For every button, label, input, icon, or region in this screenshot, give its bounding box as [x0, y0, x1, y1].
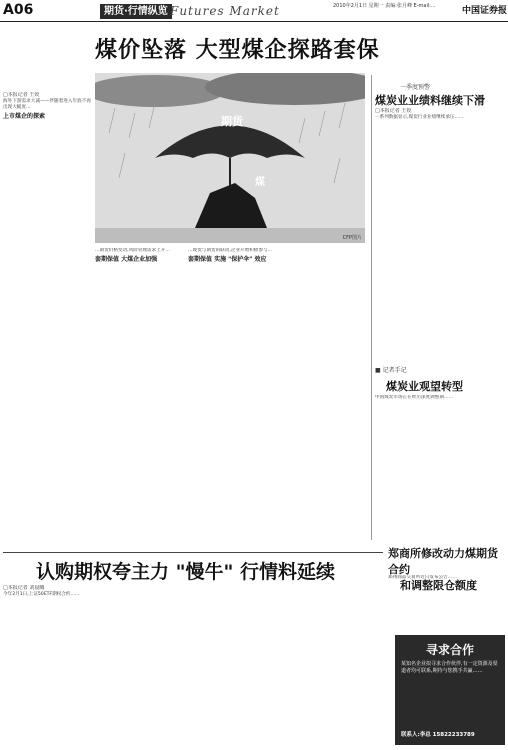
right-story1-text: 一系列数据显示,煤炭行业业绩继续承压…… [375, 114, 464, 120]
photo-credit: CFP图片 [342, 235, 362, 241]
top-story-col2-subhead: 套期保值 大煤企业加强 [95, 255, 158, 263]
bottom-story2-body [388, 575, 505, 630]
ad-text: 某知名企业拟寻求合作伙伴,有一定资源及渠道者均可联系,期待与您携手共赢…… [401, 661, 498, 674]
right-story1-byline: □本报记者 王姣 [375, 108, 412, 114]
right-story1-headline: 煤炭业业绩料继续下滑 [375, 94, 485, 107]
top-story-col2-text: …期货价格变动,风险管理需求上升… [95, 248, 170, 253]
right-story2-body [375, 395, 505, 535]
ad-contact: 联系人:李总 15822233789 [401, 732, 475, 738]
masthead [0, 0, 508, 22]
bottom-story2-headline-line2: 和调整限仓额度 [400, 579, 477, 592]
column-divider [371, 75, 372, 540]
right-story1-kicker: 一季度预警 [400, 84, 431, 91]
top-story-col1-subhead: 上市煤企的探索 [3, 112, 46, 120]
newspaper-logo: 中国证券报 [462, 6, 508, 16]
main-headline: 煤价坠落 大型煤企探路套保 [95, 38, 380, 63]
ad-title: 寻求合作 [425, 643, 474, 657]
umbrella-illustration [95, 73, 365, 243]
right-story2-headline: 煤炭业观望转型 [386, 380, 463, 393]
top-story-column-2 [95, 248, 183, 548]
right-story2-kicker: ■ 记者手记 [375, 367, 407, 374]
illustration [95, 73, 365, 243]
bottom-story1-byline: □本报记者 刘晨曦 [3, 585, 45, 591]
bottom-story1-body [3, 585, 383, 745]
coal-label: 煤 [255, 177, 265, 188]
top-story-column-1 [3, 92, 91, 547]
top-story-col3-text: …现货与期货的联动,企业开始积极参与… [188, 248, 273, 253]
page-number: A06 [3, 2, 34, 18]
bottom-story1-headline: 认购期权夸主力 "慢牛" 行情料延续 [36, 561, 336, 583]
section-divider [3, 552, 383, 553]
advertisement [395, 635, 505, 745]
top-story-col3-subhead: 套期保值 实施 "保护伞" 效应 [188, 255, 267, 263]
top-story-byline: □本报记者 王姣 [3, 92, 40, 98]
bottom-story2-text: 郑州商品交易所近日发布公告…… [388, 575, 457, 580]
section-label: 期货·行情纵览 [100, 4, 172, 19]
bottom-story1-text: 今年2月1日,上证50ETF期权合约…… [3, 591, 80, 597]
bottom-story2-headline-line1: 郑商所修改动力煤期货合约 [388, 547, 498, 576]
header-info: 2010年2月1日 星期一 责编:张月峰 E-mail:... [333, 3, 436, 9]
top-story-col1-text: 海外下游需求大减——伴随着进入年底不再出现大幅度… [3, 98, 91, 111]
right-story1-body [375, 108, 505, 370]
right-story2-text: 中国煤炭市场正在经历深度调整期…… [375, 395, 454, 400]
top-story-column-3 [188, 248, 276, 548]
section-english-label: Futures Market [170, 4, 280, 18]
umbrella-label: 期货 [221, 115, 243, 128]
